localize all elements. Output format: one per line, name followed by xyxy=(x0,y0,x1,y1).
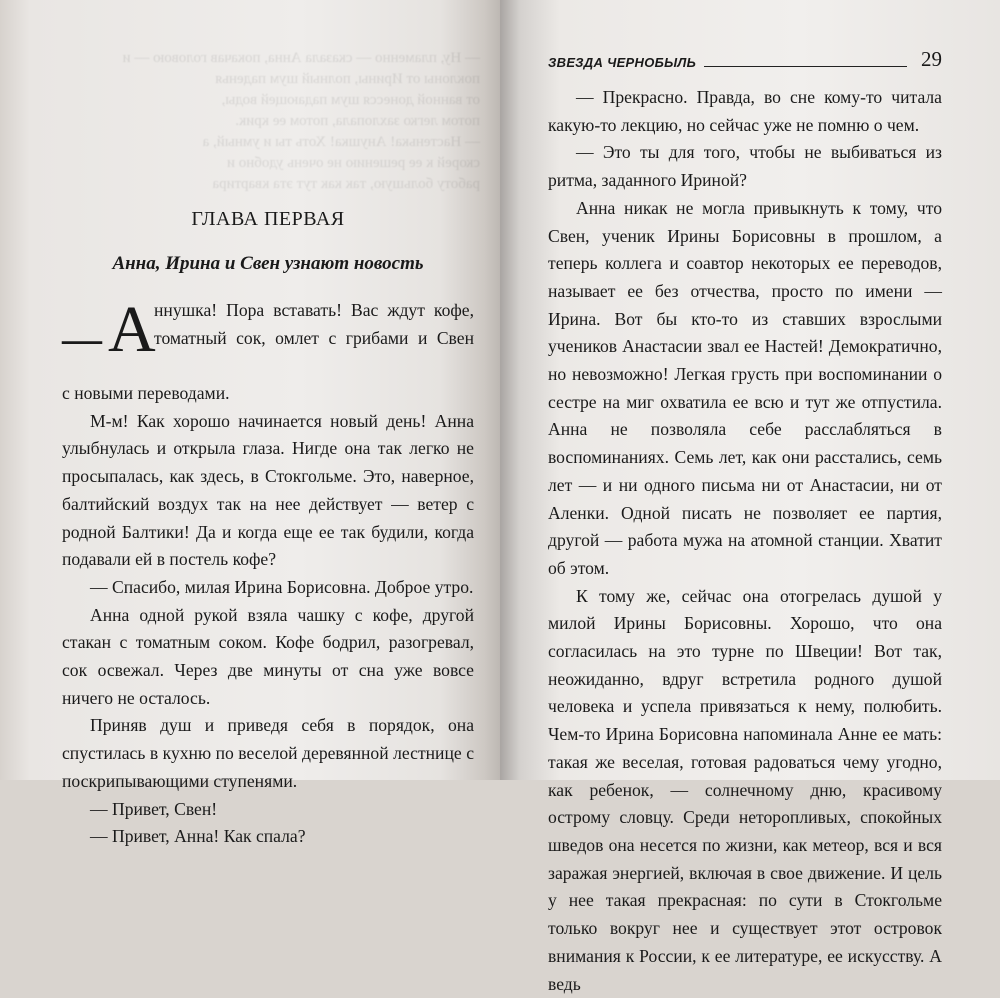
right-body-text xyxy=(548,84,942,998)
paragraph: М-м! Как хорошо начинается новый день! Анна улыбнулась и открыла глаза. Нигде она так легко не просыпалась, как здесь, в Стокгольме. Это, наверное, балтийский воздух так на нее действует — ветер с родной Балтики! Да и когда еще ее так будили, когда подавали ей в постель кофе? xyxy=(62,410,474,570)
left-column xyxy=(62,190,474,851)
paragraph: К тому же, сейчас она отогрелась душой у милой Ирины Борисовны. Хорошо, что она согласилась на это турне по Швеции! Вот так, неожиданно, вдруг встретила родного душой человека и успела привязаться к нему, полюбить. Чем-то Ирина Борисовна напоминала Анне ее мать: такая же веселая, готовая радоваться чему угодно, как ребенок, — солнечному дню, красивому острому словцу. Среди неторопливых, спокойных шведов она несется по жизни, как метеор, вся и вся заражая энергией, включая в свое движение. И цель у нее такая прекрасная: по сути в Стокгольме только вокруг нее и существует этот островок внимания к России, к ее литературе, ее искусству. А ведь xyxy=(548,585,942,994)
running-head-title: ЗВЕЗДА ЧЕРНОБЫЛЬ xyxy=(548,55,697,70)
left-page xyxy=(0,0,500,847)
paragraph: — Привет, Свен! xyxy=(90,798,218,819)
drop-cap-lines xyxy=(154,297,474,352)
drop-cap: А xyxy=(108,293,156,366)
paragraph: — Это ты для того, чтобы не выбиваться из ритма, заданного Ириной? xyxy=(548,142,942,191)
left-body-text xyxy=(62,380,474,851)
right-column xyxy=(548,48,942,998)
bleed-through-text: — Ну, пламенно — сказала Анна, покачав головою — и поклоны от Ирины, полный шум паденья от ванной донесся шум падающей воды, потом легко захлопала, потом ее крик. — Настенька! Анушка! Хоть ты и умный, а скорей к ее решению не очень удобно и работу большую, так как тут эта квартира xyxy=(122,50,480,192)
chapter-subtitle: Анна, Ирина и Свен узнают новость xyxy=(112,253,424,274)
chapter-title: ГЛАВА ПЕРВАЯ xyxy=(191,208,345,230)
drop-line: ннушка! Пора вставать! Вас ждут кофе, xyxy=(154,300,474,320)
paragraph: — Спасибо, милая Ирина Борисовна. Доброе утро. xyxy=(90,576,474,597)
drop-line: томатный сок, омлет с грибами и Свен xyxy=(154,327,474,348)
paragraph: — Привет, Анна! Как спала? xyxy=(90,826,306,847)
paragraph: — Прекрасно. Правда, во сне кому-то читала какую-то лекцию, но сейчас уже не помню о чем. xyxy=(548,87,942,135)
paragraph: Приняв душ и приведя себя в порядок, она спустилась в кухню по веселой деревянной лестнице с поскрипывающими ступенями. xyxy=(62,715,474,791)
drop-cap-block xyxy=(62,293,474,380)
right-page xyxy=(500,0,1000,994)
paragraph: Анна никак не могла привыкнуть к тому, что Свен, ученик Ирины Борисовны в прошлом, а теперь коллега и соавтор некоторых ее переводов, называет ее без отчества, просто по имени — Ирина. Вот бы кто-то из ставших взрослыми учеников Анастасии звал ее Настей! Демократично, но невозможно! Легкая грусть при воспоминании о сестре на миг охватила ее всю и тут же отпустила. Анна не позволяла себе расслабляться в воспоминаниях. Семь лет, как они расстались, семь лет — и ни одного письма ни от Анастасии, ни от Аленки. Одной писать не позволяет ее партия, другой — работа мужа на атомной станции. Хватит об этом. xyxy=(548,197,942,578)
drop-dash: — xyxy=(62,316,102,361)
header-rule xyxy=(704,66,907,67)
running-header xyxy=(548,48,942,70)
paragraph: с новыми переводами. xyxy=(62,383,230,403)
page-number: 29 xyxy=(921,47,942,71)
paragraph: Анна одной рукой взяла чашку с кофе, другой стакан с томатным соком. Кофе бодрил, разогревал, сок освежал. Через две минуты от сна уже вовсе ничего не осталось. xyxy=(62,604,474,708)
